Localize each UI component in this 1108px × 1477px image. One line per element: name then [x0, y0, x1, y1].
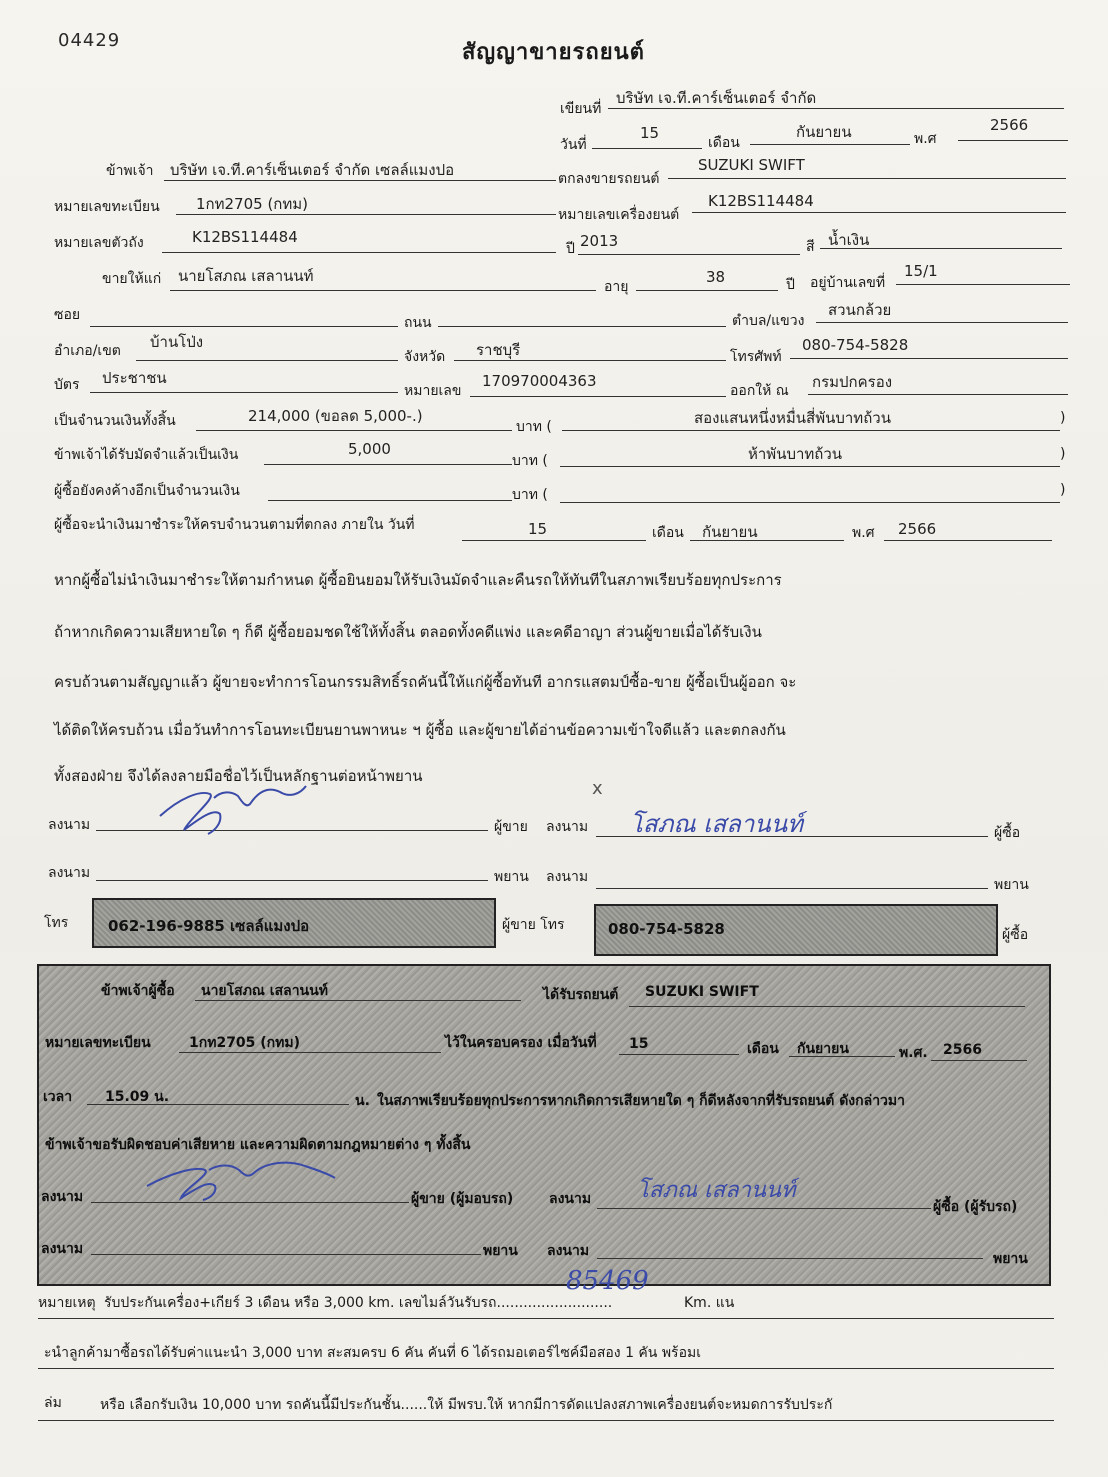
card-no-label: หมายเลข — [404, 383, 462, 399]
receipt-day-line — [619, 1054, 739, 1055]
deposit-words: ห้าพันบาทถ้วน — [748, 445, 843, 463]
vehicle-receipt-section — [37, 964, 1051, 1286]
buyer-name-line — [170, 290, 596, 291]
buyer-phone-suffix: ผู้ซื้อ — [1002, 927, 1029, 943]
witness2-sign-label: ลงนาม — [546, 869, 589, 885]
notes-rule-1 — [38, 1318, 1054, 1319]
subdistrict-label: ตำบล/แขวง — [732, 313, 805, 329]
receipt-buyer-sign-line — [597, 1208, 931, 1209]
witness1-sign-label: ลงนาม — [48, 865, 91, 881]
receipt-month-label: เดือน — [747, 1041, 779, 1057]
receipt-condition-text: ในสภาพเรียบร้อยทุกประการหากเกิดการเสียหายใด ๆ ก็ดีหลังจากที่รับรถยนต์ ดังกล่าวมา — [377, 1093, 906, 1109]
written-at-line — [608, 108, 1064, 109]
agree-label: ตกลงขายรถยนต์ — [558, 171, 660, 187]
receipt-year-label: พ.ศ. — [899, 1045, 928, 1061]
receipt-seller-role: ผู้ขาย (ผู้มอบรถ) — [411, 1191, 514, 1207]
phone-row-label: โทร — [44, 915, 69, 931]
receipt-car-model: SUZUKI SWIFT — [645, 984, 759, 1000]
reg-label: หมายเลขทะเบียน — [54, 199, 160, 215]
issued-value: กรมปกครอง — [812, 373, 893, 391]
remaining-label: ผู้ซื้อยังคงค้างอีกเป็นจำนวนเงิน — [54, 483, 240, 499]
receipt-received-label: ได้รับรถยนต์ — [543, 987, 619, 1003]
receipt-day: 15 — [629, 1036, 649, 1052]
receipt-buyer-sign-label: ลงนาม — [549, 1191, 592, 1207]
deposit-line — [264, 464, 512, 465]
receipt-witness1-role: พยาน — [483, 1243, 518, 1259]
phone-label: โทรศัพท์ — [730, 349, 782, 365]
year-label: พ.ศ — [914, 131, 937, 147]
engine-value: K12BS114484 — [708, 192, 814, 210]
buyer-sign-line — [596, 836, 988, 837]
soi-line — [90, 326, 398, 327]
phone-value: 080-754-5828 — [802, 336, 909, 354]
buyer-role-label: ผู้ซื้อ — [994, 825, 1021, 841]
seller-sign-label: ลงนาม — [48, 817, 91, 833]
district-label: อำเภอ/เขต — [54, 343, 121, 359]
card-no-line — [470, 396, 726, 397]
seller-phone-value: 062-196-9885 เซลล์แมงปอ — [108, 917, 310, 935]
year-made-label: ปี — [566, 241, 575, 257]
receipt-reg-label: หมายเลขทะเบียน — [45, 1035, 151, 1051]
terms-line-4: ได้ติดให้ครบถ้วน เมื่อวันทำการโอนทะเบียนยานพาหนะ ฯ ผู้ซื้อ และผู้ขายได้อ่านข้อความเข้าใจดีแล้ว และตกลงกัน — [54, 721, 786, 739]
buyer-handwritten-signature: โสภณ เสลานนท์ — [630, 810, 803, 838]
buyer-phone-box — [594, 904, 998, 956]
seller-role-label: ผู้ขาย — [494, 819, 528, 835]
receipt-time-suffix: น. — [355, 1093, 370, 1109]
house-line — [896, 284, 1070, 285]
year-made-value: 2013 — [580, 232, 619, 250]
receipt-liability-text: ข้าพเจ้าขอรับผิดชอบค่าเสียหาย และความผิดตามกฎหมายต่าง ๆ ทั้งสิ้น — [45, 1137, 471, 1153]
color-label: สี — [806, 239, 815, 255]
card-no-value: 170970004363 — [482, 372, 597, 390]
color-value: น้ำเงิน — [828, 231, 870, 249]
remaining-words-line — [560, 502, 1060, 503]
receipt-year-line — [931, 1060, 1027, 1061]
reg-value: 1กท2705 (กทม) — [196, 195, 309, 213]
notes-rule-3 — [38, 1420, 1054, 1421]
district-value: บ้านโป่ง — [150, 333, 204, 351]
seller-phone-suffix: ผู้ขาย โทร — [502, 917, 565, 933]
remaining-close-paren: ) — [1060, 482, 1066, 498]
due-year-label: พ.ศ — [852, 525, 875, 541]
total-label: เป็นจำนวนเงินทั้งสิ้น — [54, 413, 176, 429]
seller-line — [164, 180, 556, 181]
receipt-witness1-sign-label: ลงนาม — [41, 1241, 84, 1257]
road-line — [438, 326, 726, 327]
witness1-role-label: พยาน — [494, 869, 529, 885]
receipt-time-label: เวลา — [43, 1089, 73, 1105]
receipt-buyer-handwritten: โสภณ เสลานนท์ — [637, 1178, 796, 1203]
remaining-baht-label: บาท ( — [512, 487, 548, 503]
date-day: 15 — [640, 124, 660, 142]
due-month-line — [690, 540, 844, 541]
date-year-line — [958, 140, 1068, 141]
notes-line-2: ะนำลูกค้ามาซื้อรถได้รับค่าแนะนำ 3,000 บาท สะสมครบ 6 คัน คันที่ 6 ได้รถมอเตอร์ไซค์มือสอง 1 คัน พร้อมเ — [44, 1345, 701, 1361]
deposit-label: ข้าพเจ้าได้รับมัดจำแล้วเป็นเงิน — [54, 447, 239, 463]
due-month-label: เดือน — [652, 525, 684, 541]
receipt-seller-sign-line — [91, 1202, 409, 1203]
chassis-label: หมายเลขตัวถัง — [54, 235, 144, 251]
notes-line-3: หรือ เลือกรับเงิน 10,000 บาท รถคันนี้มีประกันชั้น......ให้ มีพรบ.ให้ หากมีการดัดแปลงสภาพเครื่องยนต์จะหมดการรับประกั — [100, 1397, 833, 1413]
date-month-line — [750, 144, 910, 145]
x-mark: x — [592, 778, 603, 799]
terms-line-5: ทั้งสองฝ่าย จึงได้ลงลายมือชื่อไว้เป็นหลักฐานต่อหน้าพยาน — [54, 767, 423, 785]
receipt-seller-sign-label: ลงนาม — [41, 1189, 84, 1205]
receipt-time-value: 15.09 น. — [105, 1089, 170, 1105]
chassis-line — [162, 252, 556, 253]
engine-label: หมายเลขเครื่องยนต์ — [558, 207, 680, 223]
subdistrict-value: สวนกล้วย — [828, 301, 892, 319]
total-baht-label: บาท ( — [516, 419, 552, 435]
witness2-role-label: พยาน — [994, 877, 1029, 893]
total-line — [196, 430, 512, 431]
car-model-line — [668, 178, 1066, 179]
engine-line — [692, 212, 1066, 213]
notes-rule-2 — [38, 1368, 1054, 1369]
buyer-phone-value: 080-754-5828 — [608, 920, 725, 938]
receipt-seller-signature — [139, 1152, 339, 1204]
card-type: ประชาชน — [102, 369, 167, 387]
due-day: 15 — [528, 520, 548, 538]
deposit-close-paren: ) — [1060, 446, 1066, 462]
receipt-buyer-line — [195, 1000, 521, 1001]
date-month: กันยายน — [796, 123, 852, 141]
card-label: บัตร — [54, 377, 80, 393]
terms-line-2: ถ้าหากเกิดความเสียหายใด ๆ ก็ดี ผู้ซื้อยอมชดใช้ให้ทั้งสิ้น ตลอดทั้งคดีแพ่ง และคดีอาญา ส่วนผู้ขายเมื่อได้รับเงิน — [54, 623, 762, 641]
age-line — [636, 290, 778, 291]
house-value: 15/1 — [904, 262, 938, 280]
total-close-paren: ) — [1060, 410, 1066, 426]
total-words-line — [562, 430, 1060, 431]
deposit-words-line — [560, 466, 1060, 467]
seller-value: บริษัท เจ.ที.คาร์เซ็นเตอร์ จำกัด เซลล์แมงปอ — [170, 161, 455, 179]
road-label: ถนน — [404, 315, 432, 331]
due-label: ผู้ซื้อจะนำเงินมาชำระให้ครบจำนวนตามที่ตกลง ภายใน วันที่ — [54, 517, 415, 533]
notes-line-1: รับประกันเครื่อง+เกียร์ 3 เดือน หรือ 3,000 km. เลขไมล์วันรับรถ.......................... — [104, 1295, 613, 1311]
buyer-sign-label: ลงนาม — [546, 819, 589, 835]
receipt-reg-value: 1กท2705 (กทม) — [189, 1035, 301, 1051]
due-year: 2566 — [898, 520, 937, 538]
chassis-value: K12BS114484 — [192, 228, 298, 246]
notes-label: หมายเหตุ — [38, 1295, 96, 1311]
receipt-witness2-sign-label: ลงนาม — [547, 1243, 590, 1259]
receipt-witness1-sign-line — [91, 1254, 481, 1255]
receipt-month-line — [789, 1056, 895, 1057]
date-day-line — [592, 148, 702, 149]
contract-title: สัญญาขายรถยนต์ — [462, 40, 645, 65]
buyer-name: นายโสภณ เสลานนท์ — [178, 267, 314, 285]
witness1-sign-line — [96, 880, 488, 881]
receipt-reg-line — [179, 1052, 441, 1053]
receipt-buyer-label: ข้าพเจ้าผู้ซื้อ — [101, 983, 175, 999]
receipt-witness2-role: พยาน — [993, 1251, 1028, 1267]
document-number: 04429 — [58, 30, 121, 51]
written-at-value: บริษัท เจ.ที.คาร์เซ็นเตอร์ จำกัด — [616, 89, 817, 107]
reg-line — [176, 214, 556, 215]
receipt-condition-label: ไว้ในครอบครอง เมื่อวันที่ — [445, 1035, 597, 1051]
seller-signature — [150, 778, 310, 840]
district-line — [136, 360, 398, 361]
receipt-year: 2566 — [943, 1042, 982, 1058]
due-year-line — [884, 540, 1052, 541]
province-value: ราชบุรี — [476, 341, 521, 359]
issued-label: ออกให้ ณ — [730, 383, 789, 399]
issued-line — [808, 394, 1068, 395]
receipt-month: กันยายน — [797, 1041, 849, 1057]
mileage-handwritten: 85469 — [566, 1266, 649, 1296]
remaining-line — [268, 500, 512, 501]
terms-line-3: ครบถ้วนตามสัญญาแล้ว ผู้ขายจะทำการโอนกรรมสิทธิ์รถคันนี้ให้แก่ผู้ซื้อทันที อากรแสตมป์ซื้อ-ขาย ผู้ซื้อเป็นผู้ออก จะ — [54, 673, 797, 691]
color-line — [820, 248, 1062, 249]
province-label: จังหวัด — [404, 349, 446, 365]
car-model: SUZUKI SWIFT — [698, 156, 805, 174]
subdistrict-line — [816, 322, 1068, 323]
date-label: วันที่ — [560, 137, 587, 153]
card-type-line — [90, 392, 398, 393]
phone-line — [790, 358, 1068, 359]
house-label: อยู่บ้านเลขที่ — [810, 275, 886, 291]
terms-line-1: หากผู้ซื้อไม่นำเงินมาชำระให้ตามกำหนด ผู้ซื้อยินยอมให้รับเงินมัดจำและคืนรถให้ทันทีในสภาพเรียบร้อยทุกประการ — [54, 571, 782, 589]
age-label: อายุ — [604, 279, 629, 295]
notes-line-3-start: ล่ม — [44, 1395, 62, 1411]
total-words: สองแสนหนึ่งหมื่นสี่พันบาทถ้วน — [694, 409, 891, 427]
receipt-buyer-role: ผู้ซื้อ (ผู้รับรถ) — [933, 1199, 1018, 1215]
province-line — [454, 360, 726, 361]
notes-line-1-end: Km. แน — [684, 1295, 735, 1311]
soi-label: ซอย — [54, 307, 81, 323]
deposit-baht-label: บาท ( — [512, 453, 548, 469]
receipt-car-line — [629, 1006, 1025, 1007]
deposit-value: 5,000 — [348, 440, 391, 458]
total-value: 214,000 (ขอลด 5,000-.) — [248, 407, 423, 425]
written-at-label: เขียนที่ — [560, 101, 602, 117]
age-unit: ปี — [786, 277, 795, 293]
receipt-buyer-name: นายโสภณ เสลานนท์ — [201, 983, 328, 999]
sold-to-label: ขายให้แก่ — [102, 271, 162, 287]
due-month: กันยายน — [702, 523, 758, 541]
date-year: 2566 — [990, 116, 1029, 134]
month-label: เดือน — [708, 135, 740, 151]
seller-phone-box — [92, 898, 496, 948]
age-value: 38 — [706, 268, 726, 286]
receipt-witness2-sign-line — [597, 1258, 983, 1259]
due-day-line — [462, 540, 646, 541]
receipt-time-line — [87, 1104, 349, 1105]
year-made-line — [578, 254, 800, 255]
witness2-sign-line — [596, 888, 988, 889]
seller-label: ข้าพเจ้า — [106, 163, 154, 179]
